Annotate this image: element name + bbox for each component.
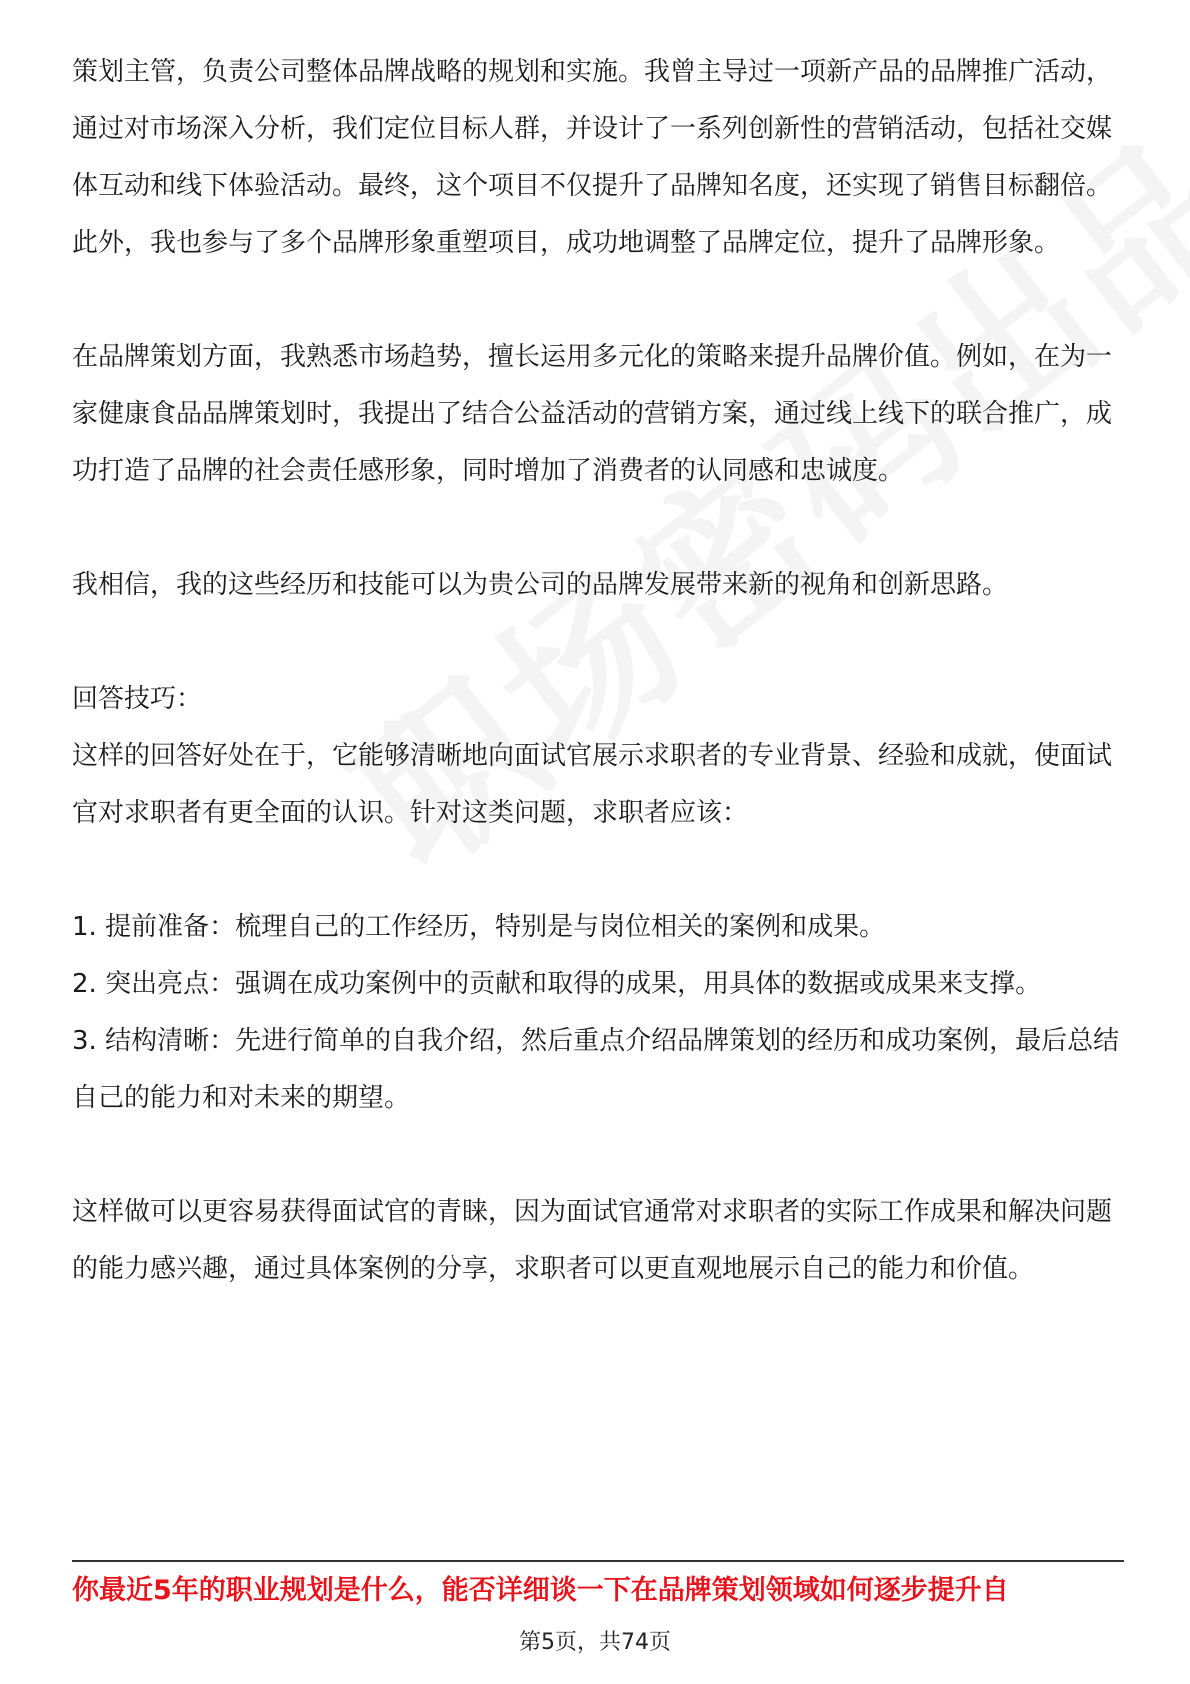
paragraph-conclusion: 这样做可以更容易获得面试官的青睐，因为面试官通常对求职者的实际工作成果和解决问题的能力感兴趣，通过具体案例的分享，求职者可以更直观地展示自己的能力和价值。	[72, 1197, 1113, 1284]
paragraph-experience: 策划主管，负责公司整体品牌战略的规划和实施。我曾主导过一项新产品的品牌推广活动，通过对市场深入分析，我们定位目标人群，并设计了一系列创新性的营销活动，包括社交媒体互动和线下体验活动。最终，这个项目不仅提升了品牌知名度，还实现了销售目标翻倍。此外，我也参与了多个品牌形象重塑项目，成功地调整了品牌定位，提升了品牌形象。	[72, 57, 1113, 258]
document-body	[72, 44, 1132, 1298]
tips-intro: 这样的回答好处在于，它能够清晰地向面试官展示求职者的专业背景、经验和成就，使面试官对求职者有更全面的认识。针对这类问题，求职者应该：	[72, 741, 1113, 828]
tip-item-structure: 3. 结构清晰：先进行简单的自我介绍，然后重点介绍品牌策划的经历和成功案例，最后总结自己的能力和对未来的期望。	[72, 1026, 1120, 1113]
section-divider	[72, 1560, 1124, 1562]
tip-item-prepare: 1. 提前准备：梳理自己的工作经历，特别是与岗位相关的案例和成果。	[72, 912, 886, 942]
page-number: 第5页，共74页	[519, 1630, 671, 1655]
tip-item-highlight: 2. 突出亮点：强调在成功案例中的贡献和取得的成果，用具体的数据或成果来支撑。	[72, 969, 1042, 999]
paragraph-belief: 我相信，我的这些经历和技能可以为贵公司的品牌发展带来新的视角和创新思路。	[72, 570, 1009, 600]
next-question-heading: 你最近5年的职业规划是什么，能否详细谈一下在品牌策划领域如何逐步提升自	[72, 1575, 1009, 1606]
paragraph-brand-planning: 在品牌策划方面，我熟悉市场趋势，擅长运用多元化的策略来提升品牌价值。例如，在为一家健康食品品牌策划时，我提出了结合公益活动的营销方案，通过线上线下的联合推广，成功打造了品牌的社会责任感形象，同时增加了消费者的认同感和忠诚度。	[72, 342, 1113, 486]
tips-heading: 回答技巧：	[72, 684, 203, 714]
